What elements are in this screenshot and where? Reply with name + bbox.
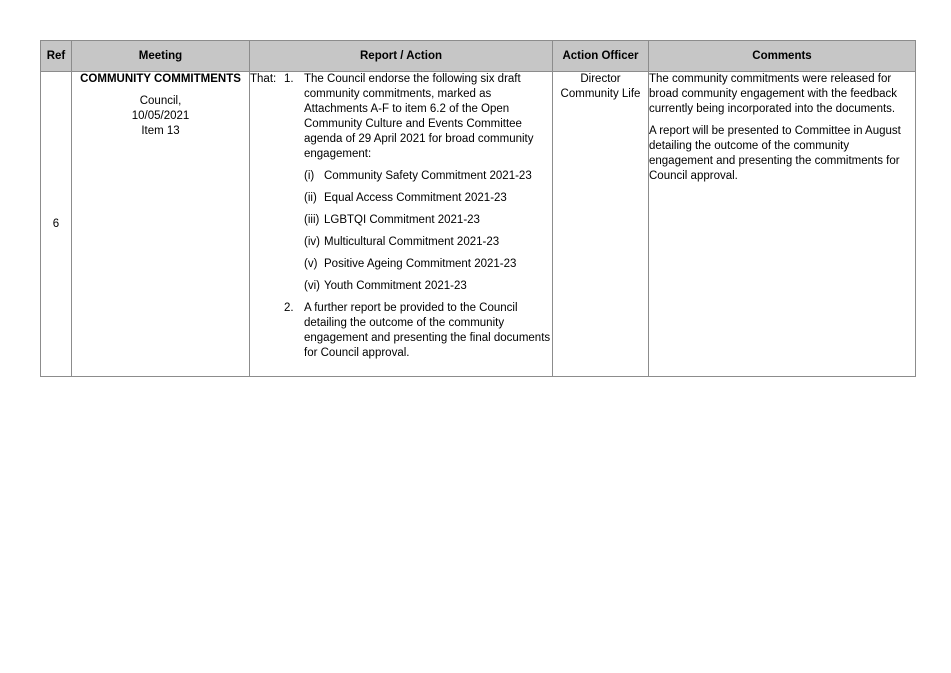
list-item-number: (iv) xyxy=(304,236,320,248)
report-action-cell xyxy=(250,72,553,377)
commitment-list xyxy=(304,169,552,294)
table-row xyxy=(41,72,916,377)
table-body xyxy=(41,72,916,377)
header-action-officer: Action Officer xyxy=(553,41,649,72)
list-item xyxy=(304,235,552,250)
comment-paragraph-1: The community commitments were released for broad community engagement with the feedback currently being incorporated into the documents. xyxy=(649,73,898,115)
meeting-cell xyxy=(72,72,250,377)
list-item xyxy=(304,279,552,294)
table-header xyxy=(41,41,916,72)
point-number-1: 1. xyxy=(284,73,294,85)
ref-cell: 6 xyxy=(41,72,72,377)
list-item-number: (ii) xyxy=(304,192,317,204)
meeting-title: COMMUNITY COMMITMENTS xyxy=(80,73,241,85)
list-item-text: LGBTQI Commitment 2021-23 xyxy=(324,214,480,226)
header-row xyxy=(41,41,916,72)
header-report-action: Report / Action xyxy=(250,41,553,72)
meeting-date: 10/05/2021 xyxy=(131,110,190,122)
point-number-2: 2. xyxy=(284,302,294,314)
list-item xyxy=(304,213,552,228)
action-table xyxy=(40,40,916,377)
resolution-point-1 xyxy=(250,72,552,301)
comment-paragraph-2: A report will be presented to Committee in August detailing the outcome of the community engagement and presenting the commitments for Council approval. xyxy=(649,125,901,182)
list-item-text: Community Safety Commitment 2021-23 xyxy=(324,170,532,182)
list-item-text: Positive Ageing Commitment 2021-23 xyxy=(324,258,517,270)
point-text-2: A further report be provided to the Council detailing the outcome of the community engagement and presenting the final documents for Council approval. xyxy=(304,302,551,359)
list-item xyxy=(304,169,552,184)
header-comments: Comments xyxy=(649,41,916,72)
comments-cell xyxy=(649,72,916,377)
point-1-body: The Council endorse the following six draft community commitments, marked as Attachments A-F to item 6.2 of the Open Community Culture and Events Committee agenda of 29 April 2021 for broad community engagement: xyxy=(304,73,534,160)
action-officer-cell xyxy=(553,72,649,377)
list-item xyxy=(304,191,552,206)
header-meeting: Meeting xyxy=(72,41,250,72)
list-item-text: Youth Commitment 2021-23 xyxy=(324,280,467,292)
list-item-text: Multicultural Commitment 2021-23 xyxy=(324,236,500,248)
list-item-text: Equal Access Commitment 2021-23 xyxy=(324,192,507,204)
resolution-point-2 xyxy=(250,301,552,361)
list-item xyxy=(304,257,552,272)
header-ref: Ref xyxy=(41,41,72,72)
officer-title: Director xyxy=(580,73,621,85)
list-item-number: (iii) xyxy=(304,214,320,226)
list-item-number: (i) xyxy=(304,170,315,182)
that-label: That: xyxy=(250,73,277,85)
meeting-item: Item 13 xyxy=(141,125,180,137)
list-item-number: (vi) xyxy=(304,280,320,292)
officer-department: Community Life xyxy=(560,88,641,100)
list-item-number: (v) xyxy=(304,258,318,270)
point-text-1 xyxy=(304,72,552,301)
meeting-body: Council, xyxy=(139,95,182,107)
